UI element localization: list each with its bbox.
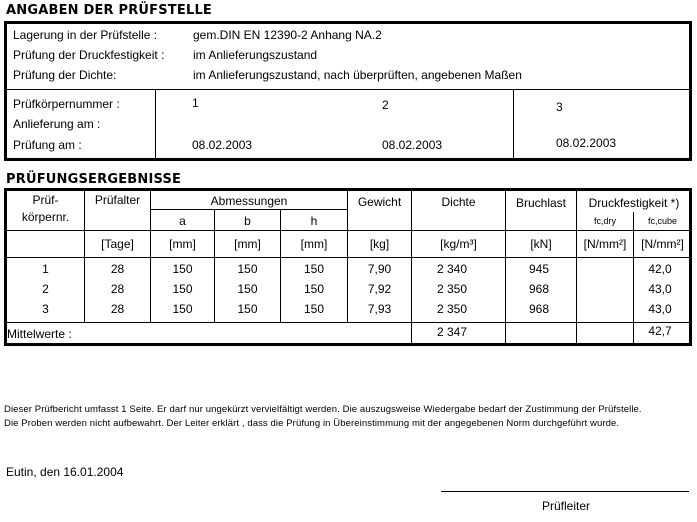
divider <box>576 191 577 343</box>
divider <box>7 230 689 231</box>
unit-weight: [kg] <box>369 237 390 251</box>
divider <box>7 257 689 258</box>
cell-density: 2 340 <box>436 262 468 276</box>
cell-nr: 1 <box>42 262 49 276</box>
cell-b: 150 <box>237 282 258 296</box>
test-date: 08.02.2003 <box>382 138 443 152</box>
cell-weight: 7,90 <box>367 262 392 276</box>
unit-a: [mm] <box>169 237 196 251</box>
mean-density: 2 347 <box>436 325 468 339</box>
unit-load: [kN] <box>530 237 552 251</box>
strength-test-value: im Anlieferungszustand <box>193 48 318 62</box>
cell-load: 968 <box>528 282 550 296</box>
specimen-number: 1 <box>192 96 199 110</box>
cell-load: 945 <box>528 262 550 276</box>
header-compressive-strength: Druckfestigkeit *) <box>588 196 680 210</box>
unit-fc-cube: [N/mm²] <box>641 237 684 251</box>
header-dimensions: Abmessungen <box>210 194 288 208</box>
cell-a: 150 <box>172 282 193 296</box>
cell-h: 150 <box>303 262 325 276</box>
place-date: Eutin, den 16.01.2004 <box>6 465 124 479</box>
storage-value: gem.DIN EN 12390-2 Anhang NA.2 <box>193 28 382 42</box>
header-density: Dichte <box>441 195 476 209</box>
header-fc-dry: fc,dry <box>593 216 616 226</box>
header-a: a <box>179 214 186 228</box>
cell-weight: 7,93 <box>367 302 392 316</box>
cell-nr: 2 <box>42 282 49 296</box>
cell-fc-cube: 42,0 <box>648 262 672 276</box>
header-specimen: körpernr. <box>21 210 70 224</box>
cell-density: 2 350 <box>436 282 468 296</box>
section-title-results: PRÜFUNGSERGEBNISSE <box>6 172 182 187</box>
test-date-label: Prüfung am : <box>13 138 82 152</box>
unit-fc-dry: [N/mm²] <box>583 237 627 251</box>
divider <box>7 322 689 323</box>
specimen-number: 3 <box>556 100 563 114</box>
divider <box>513 89 514 158</box>
cell-age: 28 <box>110 302 125 316</box>
divider <box>150 209 347 210</box>
header-b: b <box>244 214 251 228</box>
cell-load: 968 <box>528 302 550 316</box>
cell-age: 28 <box>110 262 125 276</box>
cell-weight: 7,92 <box>367 282 392 296</box>
unit-h: [mm] <box>300 237 328 251</box>
header-fc-cube: fc,cube <box>647 216 678 226</box>
cell-h: 150 <box>303 282 325 296</box>
strength-test-label: Prüfung der Druckfestigkeit : <box>13 48 165 62</box>
header-weight: Gewicht <box>357 195 402 209</box>
mean-fc-cube: 42,7 <box>648 324 672 338</box>
cell-fc-cube: 43,0 <box>648 282 672 296</box>
section-title-lab-info: ANGABEN DER PRÜFSTELLE <box>6 3 213 18</box>
test-date: 08.02.2003 <box>556 136 617 150</box>
report-note: Dieser Prüfbericht umfasst 1 Seite. Er darf nur ungekürzt vervielfältigt werden. Die auszugsweise Wiedergabe bedarf der Zustimmung der Prüfstelle. <box>4 404 642 415</box>
cell-fc-cube: 43,0 <box>648 302 672 316</box>
divider <box>155 89 156 158</box>
header-h: h <box>310 214 318 228</box>
cell-a: 150 <box>172 262 193 276</box>
cell-a: 150 <box>172 302 193 316</box>
report-note: Die Proben werden nicht aufbewahrt. Der Leiter erklärt , dass die Prüfung in Übereinstimmung mit der angegebenen Norm durchgeführt wurde. <box>4 418 620 429</box>
mean-label: Mittelwerte : <box>7 327 72 341</box>
cell-b: 150 <box>237 262 258 276</box>
signature-label: Prüfleiter <box>542 499 591 513</box>
unit-b: [mm] <box>234 237 261 251</box>
unit-age: [Tage] <box>101 237 134 251</box>
cell-density: 2 350 <box>436 302 468 316</box>
test-date: 08.02.2003 <box>192 138 253 152</box>
storage-label: Lagerung in der Prüfstelle : <box>13 28 158 42</box>
header-specimen: Prüf- <box>32 193 59 207</box>
specimen-number: 2 <box>382 98 389 112</box>
cell-h: 150 <box>303 302 325 316</box>
header-age: Prüfalter <box>94 193 141 207</box>
density-test-label: Prüfung der Dichte: <box>13 68 117 82</box>
cell-b: 150 <box>237 302 258 316</box>
divider <box>7 89 689 90</box>
delivery-date-label: Anlieferung am : <box>13 117 101 131</box>
unit-density: [kg/m³] <box>440 237 477 251</box>
specimen-number-label: Prüfkörpernummer : <box>13 97 120 111</box>
cell-nr: 3 <box>42 302 49 316</box>
header-breaking-load: Bruchlast <box>515 196 567 210</box>
cell-age: 28 <box>110 282 125 296</box>
density-test-value: im Anlieferungszustand, nach überprüften, angebenen Maßen <box>193 68 522 82</box>
signature-line <box>441 491 689 492</box>
